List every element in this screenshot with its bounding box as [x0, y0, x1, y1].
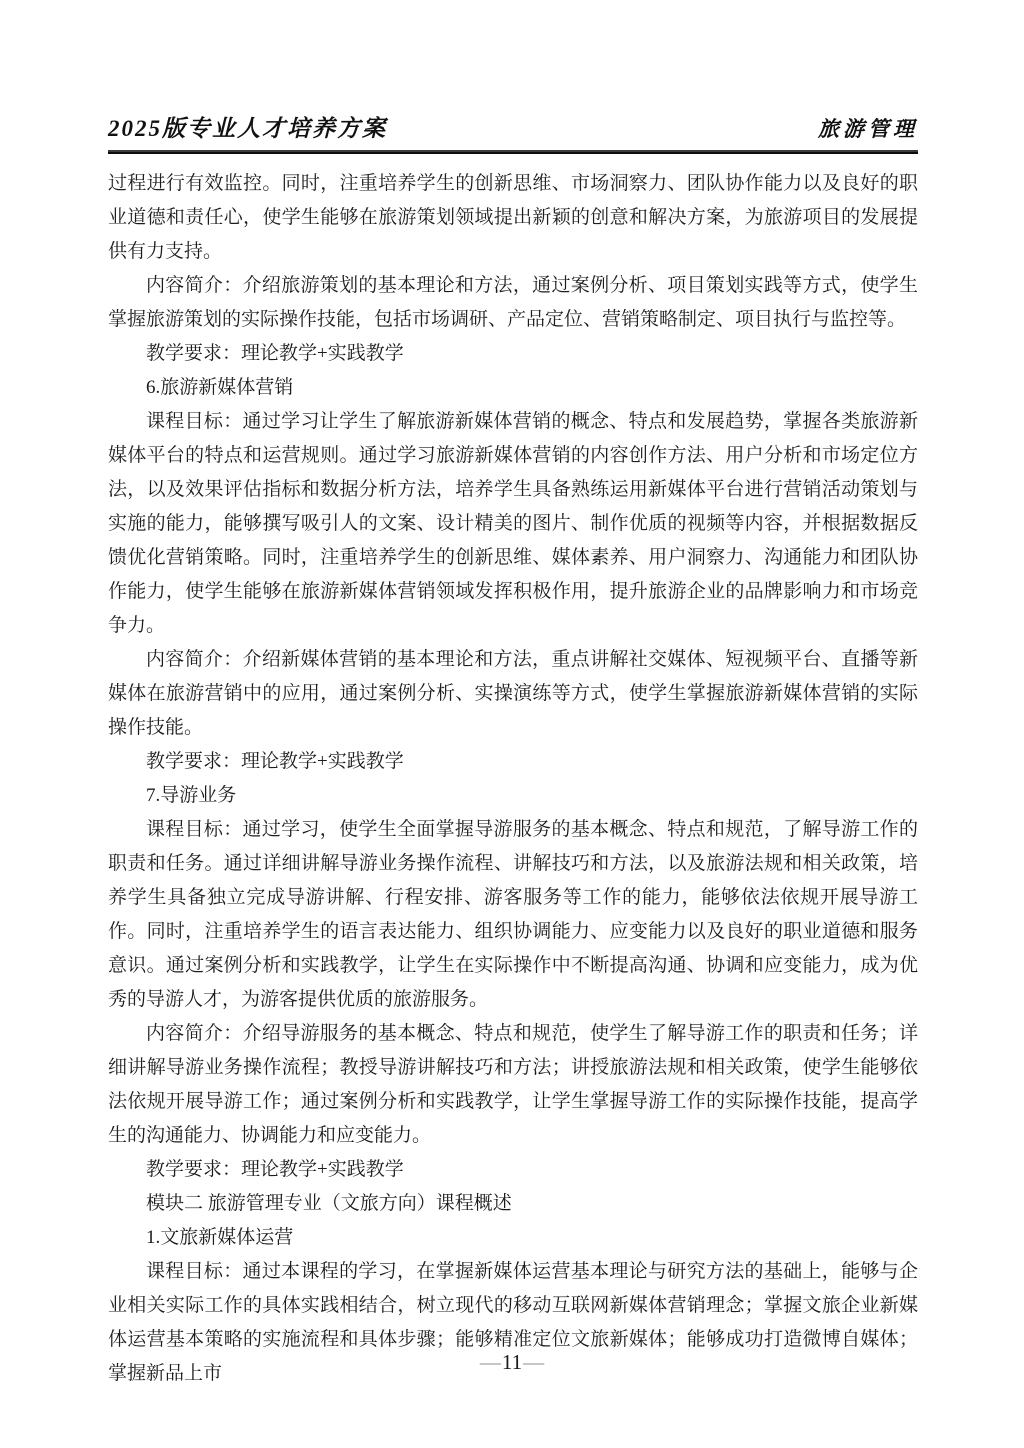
page-header	[108, 110, 918, 154]
continuation-paragraph: 过程进行有效监控。同时，注重培养学生的创新思维、市场洞察力、团队协作能力以及良好的职业道德和责任心，使学生能够在旅游策划领域提出新颖的创意和解决方案，为旅游项目的发展提供有力支持。	[108, 173, 918, 262]
header-double-rule	[108, 150, 918, 154]
teaching-requirement: 教学要求：理论教学+实践教学	[146, 751, 404, 772]
course-objective-paragraph: 课程目标：通过学习，使学生全面掌握导游服务的基本概念、特点和规范，了解导游工作的职责和任务。通过详细讲解导游业务操作流程、讲解技巧和方法，以及旅游法规和相关政策，培养学生具备独立完成导游讲解、行程安排、游客服务等工作的能力，能够依法依规开展导游工作。同时，注重培养学生的语言表达能力、组织协调能力、应变能力以及良好的职业道德和服务意识。通过案例分析和实践教学，让学生在实际操作中不断提高沟通、协调和应变能力，成为优秀的导游人才，为游客提供优质的旅游服务。	[108, 819, 918, 1010]
course-heading-1: 1.文旅新媒体运营	[146, 1227, 294, 1248]
page-footer	[0, 1350, 1024, 1375]
course-heading-7: 7.导游业务	[146, 785, 237, 806]
module-heading: 模块二 旅游管理专业（文旅方向）课程概述	[146, 1193, 512, 1214]
header-doc-title: 2025版专业人才培养方案	[108, 116, 387, 141]
course-objective-paragraph: 课程目标：通过本课程的学习，在掌握新媒体运营基本理论与研究方法的基础上，能够与企业相关实际工作的具体实践相结合，树立现代的移动互联网新媒体营销理念；掌握文旅企业新媒体运营基本策略的实施流程和具体步骤；能够精准定位文旅新媒体；能够成功打造微博自媒体；掌握新品上市	[108, 1261, 918, 1384]
content-intro-paragraph: 内容简介：介绍导游服务的基本概念、特点和规范，使学生了解导游工作的职责和任务；详细讲解导游业务操作流程；教授导游讲解技巧和方法；讲授旅游法规和相关政策，使学生能够依法依规开展导游工作；通过案例分析和实践教学，让学生掌握导游工作的实际操作技能，提高学生的沟通能力、协调能力和应变能力。	[108, 1023, 918, 1146]
content-intro-paragraph: 内容简介：介绍旅游策划的基本理论和方法，通过案例分析、项目策划实践等方式，使学生掌握旅游策划的实际操作技能，包括市场调研、产品定位、营销策略制定、项目执行与监控等。	[108, 275, 918, 330]
course-heading-6: 6.旅游新媒体营销	[146, 377, 294, 398]
course-objective-paragraph: 课程目标：通过学习让学生了解旅游新媒体营销的概念、特点和发展趋势，掌握各类旅游新媒体平台的特点和运营规则。通过学习旅游新媒体营销的内容创作方法、用户分析和市场定位方法，以及效果评估指标和数据分析方法，培养学生具备熟练运用新媒体平台进行营销活动策划与实施的能力，能够撰写吸引人的文案、设计精美的图片、制作优质的视频等内容，并根据数据反馈优化营销策略。同时，注重培养学生的创新思维、媒体素养、用户洞察力、沟通能力和团队协作能力，使学生能够在旅游新媒体营销领域发挥积极作用，提升旅游企业的品牌影响力和市场竞争力。	[108, 411, 918, 636]
page-number-dash-left: —	[479, 1350, 501, 1374]
header-section-title: 旅游管理	[818, 117, 918, 141]
document-body	[108, 167, 918, 1391]
page-number: 11	[501, 1350, 523, 1374]
teaching-requirement: 教学要求：理论教学+实践教学	[146, 1159, 404, 1180]
teaching-requirement: 教学要求：理论教学+实践教学	[146, 343, 404, 364]
content-intro-paragraph: 内容简介：介绍新媒体营销的基本理论和方法，重点讲解社交媒体、短视频平台、直播等新媒体在旅游营销中的应用，通过案例分析、实操演练等方式，使学生掌握旅游新媒体营销的实际操作技能。	[108, 649, 918, 738]
page-number-dash-right: —	[523, 1350, 545, 1374]
